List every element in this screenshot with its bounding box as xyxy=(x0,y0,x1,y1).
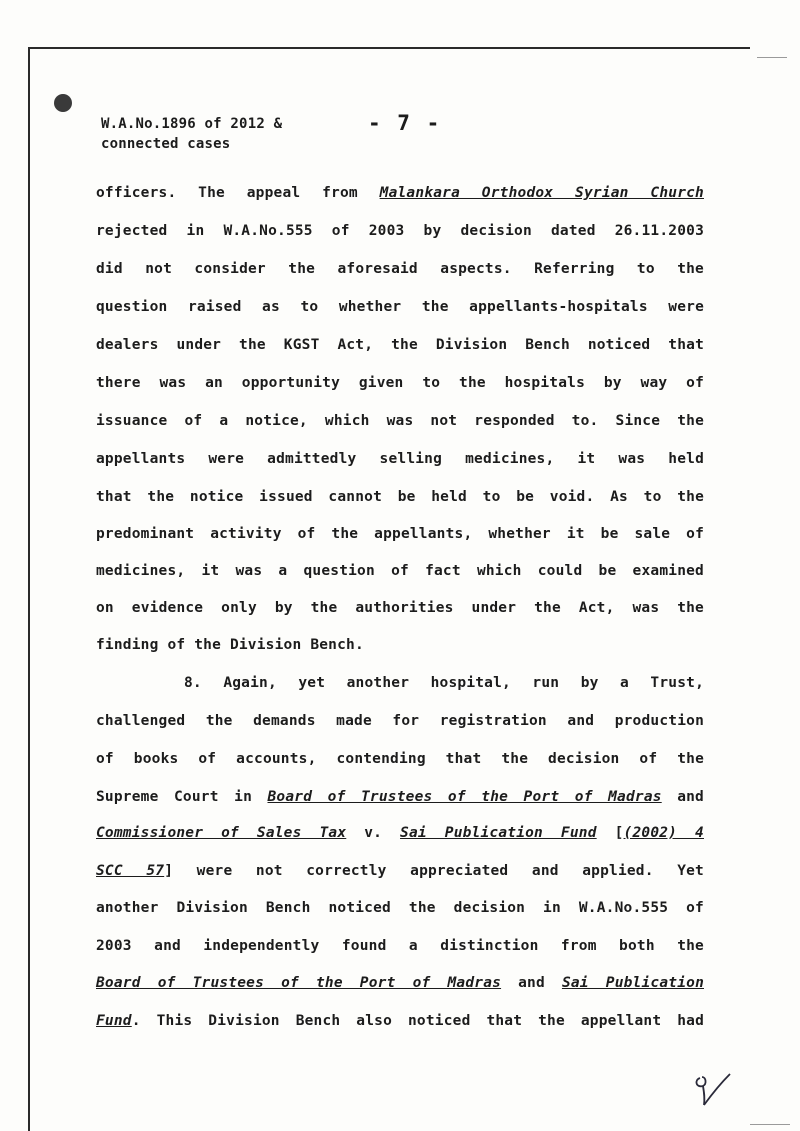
case-citation: Board of Trustees of the Port of Madras xyxy=(96,975,502,991)
body-text-segment: there was an opportunity given to the hospitals by way of xyxy=(96,375,704,391)
body-line xyxy=(96,861,704,881)
body-line xyxy=(96,259,704,279)
left-border-line xyxy=(28,47,30,1131)
body-text-segment: rejected in W.A.No.555 of 2003 by decision dated 26.11.2003 xyxy=(96,223,704,239)
body-text-segment: Supreme Court in xyxy=(96,789,268,805)
body-line xyxy=(96,524,704,544)
body-text-segment: . This Division Bench also noticed that the appellant had xyxy=(131,1013,704,1029)
body-line xyxy=(96,936,704,956)
body-text-segment: challenged the demands made for registration and production xyxy=(96,713,704,729)
body-line xyxy=(96,1011,704,1031)
case-citation: (2002) 4 xyxy=(623,825,704,841)
body-line xyxy=(96,711,704,731)
top-border-line xyxy=(28,47,750,49)
case-citation: Commissioner of Sales Tax xyxy=(96,825,347,841)
body-text-segment: 2003 and independently found a distinction from both the xyxy=(96,938,704,954)
body-line xyxy=(96,411,704,431)
case-citation: SCC 57 xyxy=(96,863,165,879)
body-line xyxy=(96,898,704,918)
body-text-segment: another Division Bench noticed the decision in W.A.No.555 of xyxy=(96,900,704,916)
case-reference xyxy=(101,114,282,154)
body-line xyxy=(96,635,704,655)
body-text-segment: and xyxy=(501,975,562,991)
case-citation: Sai Publication Fund xyxy=(400,825,597,841)
body-line xyxy=(96,221,704,241)
body-line xyxy=(184,673,704,693)
body-text-segment: dealers under the KGST Act, the Division Bench noticed that xyxy=(96,337,704,353)
body-line xyxy=(96,373,704,393)
body-text-segment: appellants were admittedly selling medicines, it was held xyxy=(96,451,704,467)
body-line xyxy=(96,598,704,618)
body-text-segment: officers. The appeal from xyxy=(96,185,380,201)
punch-hole-icon xyxy=(54,94,72,112)
body-line xyxy=(96,749,704,769)
body-text-segment: [ xyxy=(596,825,624,841)
bottom-right-scan-mark xyxy=(750,1124,790,1125)
body-line xyxy=(96,487,704,507)
body-line xyxy=(96,561,704,581)
case-citation: Board of Trustees of the Port of Madras xyxy=(267,789,662,805)
case-citation: Fund xyxy=(96,1013,132,1029)
case-reference-line2: connected cases xyxy=(101,136,231,152)
body-text-segment: question raised as to whether the appellants-hospitals were xyxy=(96,299,704,315)
body-text-segment: ] were not correctly appreciated and applied. Yet xyxy=(164,863,704,879)
body-line xyxy=(96,973,704,993)
body-line xyxy=(96,183,704,203)
body-text-segment: medicines, it was a question of fact which could be examined xyxy=(96,563,704,579)
body-text-segment: 8. Again, yet another hospital, run by a Trust, xyxy=(184,675,704,691)
case-citation: Sai Publication xyxy=(561,975,704,991)
body-text-segment: predominant activity of the appellants, whether it be sale of xyxy=(96,526,704,542)
body-text-segment: finding of the Division Bench. xyxy=(96,637,364,653)
body-text-segment: did not consider the aforesaid aspects. Referring to the xyxy=(96,261,704,277)
body-text-segment: and xyxy=(661,789,704,805)
body-line xyxy=(96,297,704,317)
body-line xyxy=(96,449,704,469)
body-line xyxy=(96,787,704,807)
body-line xyxy=(96,823,704,843)
page-number: - 7 - xyxy=(368,111,442,135)
body-text-segment: issuance of a notice, which was not responded to. Since the xyxy=(96,413,704,429)
body-line xyxy=(96,335,704,355)
body-text-segment: v. xyxy=(346,825,401,841)
body-text-segment: that the notice issued cannot be held to be void. As to the xyxy=(96,489,704,505)
handwritten-initials-icon xyxy=(690,1072,734,1108)
body-text-segment: on evidence only by the authorities under the Act, was the xyxy=(96,600,704,616)
case-citation: Malankara Orthodox Syrian Church xyxy=(379,185,704,201)
case-reference-line1: W.A.No.1896 of 2012 & xyxy=(101,116,283,132)
body-text-segment: of books of accounts, contending that the decision of the xyxy=(96,751,704,767)
top-right-scan-mark xyxy=(757,57,787,58)
